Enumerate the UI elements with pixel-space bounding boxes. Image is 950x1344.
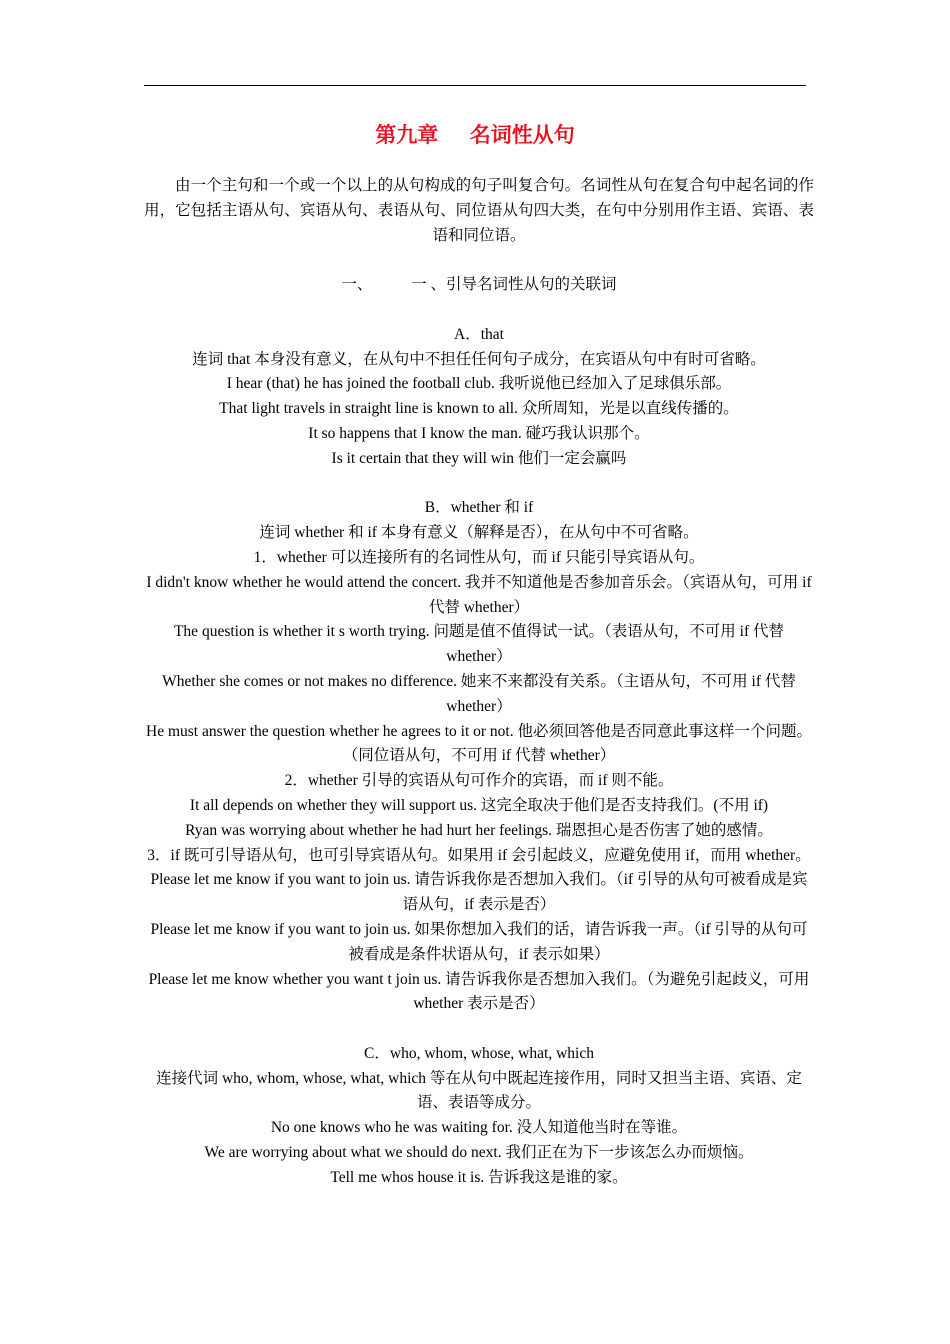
part-b-line: Ryan was worrying about whether he had hurt her feelings. 瑞恩担心是否伤害了她的感情。: [185, 821, 773, 839]
chapter-title: 第九章 名词性从句: [375, 123, 575, 147]
part-c-line: 连接代词 who, whom, whose, what, which 等在从句中既起连接作用，同时又担当主语、宾语、定语、表语等成分。: [156, 1069, 802, 1112]
part-c-line: Tell me whos house it is. 告诉我这是谁的家。: [330, 1168, 628, 1186]
part-a-line: I hear (that) he has joined the football club. 我听说他已经加入了足球俱乐部。: [226, 375, 732, 393]
intro-paragraph: 由一个主句和一个或一个以上的从句构成的句子叫复合句。名词性从句在复合句中起名词的作用，它包括主语从句、宾语从句、表语从句、同位语从句四大类，在句中分别用作主语、宾语、表语和同位语。: [144, 177, 814, 244]
part-c-line: No one knows who he was waiting for. 没人知道他当时在等谁。: [270, 1119, 688, 1137]
part-b-line: I didn't know whether he would attend the concert. 我并不知道他是否参加音乐会。（宾语从句，可用 if 代替 whether）: [146, 573, 812, 616]
part-b-line: It all depends on whether they will support us. 这完全取决于他们是否支持我们。(不用 if): [189, 796, 769, 814]
part-b-line: Whether she comes or not makes no difference. 她来不来都没有关系。（主语从句，不可用 if 代替 whether）: [162, 672, 796, 715]
part-b-line: 连词 whether 和 if 本身有意义（解释是否），在从句中不可省略。: [259, 524, 699, 542]
part-a-line: It so happens that I know the man. 碰巧我认识那个。: [308, 424, 650, 442]
section-heading: 一、 一 、引导名词性从句的关联词: [341, 276, 617, 294]
header-rule: [144, 85, 806, 86]
document-body: [144, 174, 814, 1191]
part-b-line: Please let me know if you want to join us. 如果你想加入我们的话，请告诉我一声。（if 引导的从句可被看成是条件状语从句，if 表示如果）: [150, 920, 808, 963]
part-a-line: Is it certain that they will win 他们一定会赢吗: [331, 449, 627, 467]
part-a-line: That light travels in straight line is known to all. 众所周知，光是以直线传播的。: [219, 400, 739, 418]
part-c-line: We are worrying about what we should do next. 我们正在为下一步该怎么办而烦恼。: [204, 1144, 754, 1162]
part-b-line: The question is whether it s worth trying. 问题是值不值得试一试。（表语从句，不可用 if 代替 whether）: [173, 623, 785, 666]
part-b-line: 3．if 既可引导语从句，也可引导宾语从句。如果用 if 会引起歧义，应避免使用 if，而用 whether。: [147, 846, 811, 864]
part-b-line: 1．whether 可以连接所有的名词性从句，而 if 只能引导宾语从句。: [253, 548, 705, 566]
part-b-line: Please let me know whether you want t join us. 请告诉我你是否想加入我们。（为避免引起歧义，可用 whether 表示是否）: [148, 970, 810, 1013]
part-b-line: Please let me know if you want to join us. 请告诉我你是否想加入我们。（if 引导的从句可被看成是宾语从句，if 表示是否）: [150, 871, 808, 914]
part-b-heading: B．whether 和 if: [424, 499, 534, 517]
part-a-line: 连词 that 本身没有意义，在从句中不担任任何句子成分，在宾语从句中有时可省略。: [192, 350, 766, 368]
part-b-line: 2．whether 引导的宾语从句可作介的宾语，而 if 则不能。: [284, 772, 674, 790]
part-c-heading: C．who, whom, whose, what, which: [364, 1044, 594, 1062]
part-b-line: He must answer the question whether he agrees to it or not. 他必须回答他是否同意此事这样一个问题。（同位语从句，不可用 if 代替 whether）: [146, 722, 812, 765]
part-a-heading: A．that: [454, 325, 504, 343]
